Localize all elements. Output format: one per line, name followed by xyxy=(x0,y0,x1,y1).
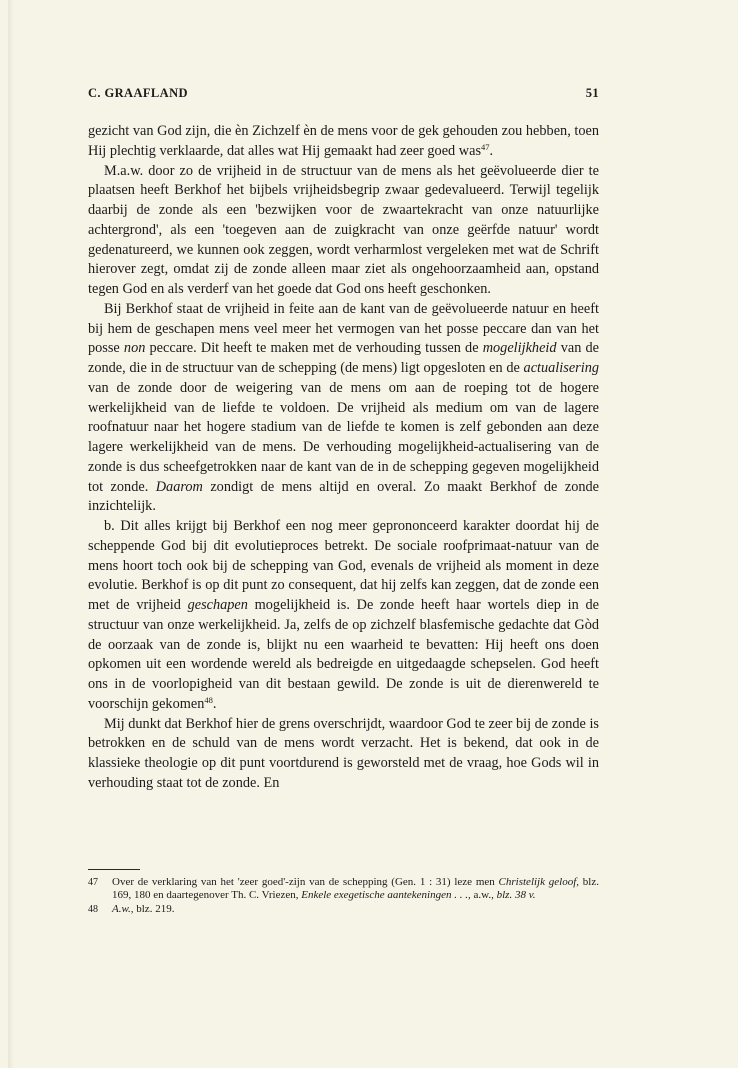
footnote-text xyxy=(112,876,599,903)
text-run: mogelijkheid is. De zonde heeft haar wortels diep in de structuur van onze werkelijkheid. Ja, zelfs de op zichzelf blasfemische gedachte dat Gòd de oorzaak van de zonde is, blijkt nu een waarheid te bevatten: Hij heeft ons doen opkomen uit een wordende wereld als bedreigde en uitgedaagde schepselen. God heeft ons in de voorlopigheid van dit bestaan gewild. De zonde is uit de dierenwereld te voorschijn gekomen xyxy=(88,597,600,712)
text-run: zondigt de mens altijd en overal. Zo maakt Berkhof de zonde inzichtelijk. xyxy=(88,478,599,515)
page-number: 51 xyxy=(585,86,599,100)
page-edge-shadow xyxy=(8,0,14,1068)
italic-text: A.w., xyxy=(112,902,134,915)
italic-text: non xyxy=(123,340,146,357)
footnote-reference: 47 xyxy=(481,141,490,152)
paragraph xyxy=(88,517,599,715)
italic-text: blz. 38 v. xyxy=(496,889,536,902)
text-run: . xyxy=(212,695,217,712)
running-header xyxy=(88,86,599,101)
italic-text: actualisering xyxy=(523,360,599,376)
italic-text: Christelijk geloof, xyxy=(498,876,580,888)
text-run: . xyxy=(489,142,494,159)
body-text xyxy=(88,122,599,794)
footnote xyxy=(88,876,599,903)
text-run: M.a.w. door zo de vrijheid in de structuur van de mens als het geëvolueerde dier te plaatsen heeft Berkhof het bijbels vrijheidsbegrip zwaar gedevalueerd. Terwijl tegelijk daarbij de zonde als een 'bezwijken voor de zwaartekracht van onze natuurlijke achtergrond', als een 'toegeven aan de zuigkracht van onze geërfde natuur' wordt gedenatureerd, we kunnen ook zeggen, wordt verharmlost vergeleken met wat de Schrift hierover zegt, omdat zij de zonde alleen maar ziet als ongehoorzaamheid aan, opstand tegen God en als verderf van het goede dat God ons heeft geschonken. xyxy=(88,162,599,297)
text-run: a.w., xyxy=(470,889,497,902)
text-run: blz. 219. xyxy=(133,902,175,915)
paragraph xyxy=(88,122,599,162)
paragraph xyxy=(88,162,599,300)
italic-text: geschapen xyxy=(187,597,248,613)
text-run: Bij Berkhof staat de vrijheid in feite aan de kant van de geëvolueerde natuur en heeft bij hem de geschapen mens veel meer het vermogen van het posse peccare dan van het posse xyxy=(88,300,599,357)
text-run: gezicht van God zijn, die èn Zichzelf èn de mens voor de gek gehouden zou hebben, toen Hij plechtig verklaarde, dat alles wat Hij gemaakt had zeer goed was xyxy=(88,123,599,159)
footnote-number: 48 xyxy=(88,903,98,915)
footnote-reference: 48 xyxy=(204,694,213,705)
italic-text: Daarom xyxy=(155,478,203,495)
paragraph xyxy=(88,715,599,794)
text-run: van de zonde door de weigering van de mens om aan de roeping tot de hogere werkelijkheid van de liefde te voldoen. De vrijheid als medium om van de lagere roofnatuur naar het hogere stadium van de liefde te komen is zelf gebonden aan deze lagere werkelijkheid van de mens. De verhouding mogelijkheid-actualisering van de zonde is dus scheefgetrokken naar de kant van de in de schepping gegeven mogelijkheid tot zonde. xyxy=(88,379,599,495)
italic-text: mogelijkheid xyxy=(482,340,557,357)
text-run: van de zonde, die in de structuur van de schepping (de mens) ligt opgesloten en de xyxy=(88,340,599,376)
footnote xyxy=(88,903,599,916)
text-run: Over de verklaring van het 'zeer goed'-zijn van de schepping (Gen. 1 : 31) leze men xyxy=(112,876,499,888)
footnotes xyxy=(88,876,599,916)
paragraph xyxy=(88,300,599,517)
text-run: Mij dunkt dat Berkhof hier de grens overschrijdt, waardoor God te zeer bij de zonde is betrokken en de schuld van de mens wordt verzacht. Het is bekend, dat ook in de klassieke theologie op dit punt voortdurend is geworsteld met de vraag, hoe Gods wil in verhouding staat tot de zonde. En xyxy=(88,715,599,791)
footnote-separator xyxy=(88,869,140,870)
text-run: blz. 169, 180 en daartegenover Th. C. Vriezen, xyxy=(112,876,599,902)
footnote-number: 47 xyxy=(88,877,98,888)
footnote-text xyxy=(112,903,599,916)
italic-text: Enkele exegetische aantekeningen . . ., xyxy=(301,889,471,902)
text-run: peccare. Dit heeft te maken met de verhouding tussen de xyxy=(145,340,483,357)
text-run: b. Dit alles krijgt bij Berkhof een nog meer geprononceerd karakter doordat hij de scheppende God bij dit evolutieproces betrekt. De sociale roofprimaat-natuur van de mens hoort toch ook bij de schepping van God, evenals de vrijheid als moment in deze evolutie. Berkhof is op dit punt zo consequent, dat hij zelfs kan zeggen, dat de zonde een met de vrijheid xyxy=(88,518,599,613)
running-header-author: C. GRAAFLAND xyxy=(88,86,188,100)
